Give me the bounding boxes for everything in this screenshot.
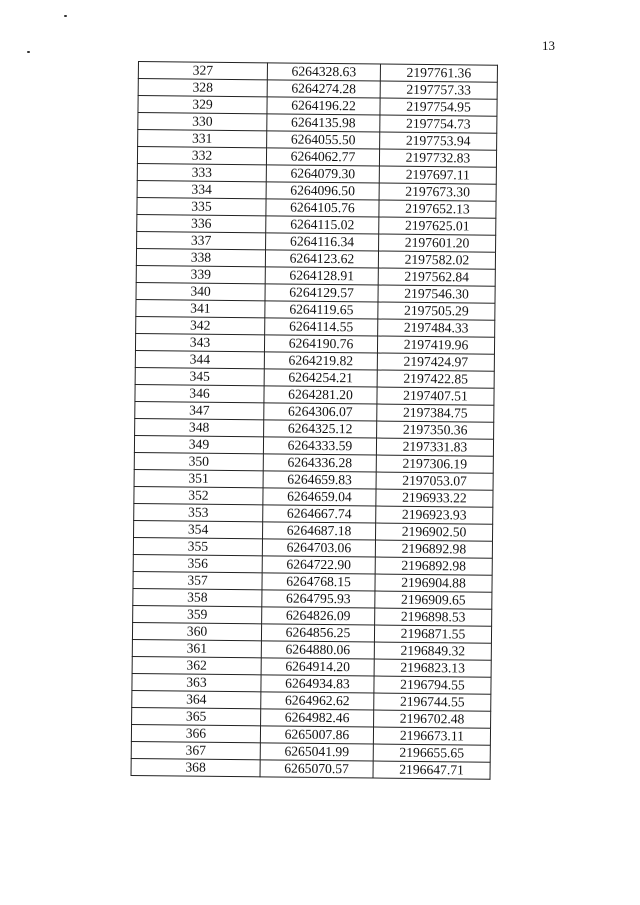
coordinates-table-wrapper	[131, 61, 498, 780]
x-coordinate-cell: 6264667.74	[263, 505, 376, 523]
point-number-cell: 340	[136, 282, 265, 300]
x-coordinate-cell: 6264055.50	[267, 131, 380, 149]
y-coordinate-cell: 2196933.22	[376, 489, 493, 507]
table-row	[131, 758, 490, 779]
x-coordinate-cell: 6264687.18	[263, 522, 376, 540]
y-coordinate-cell: 2197753.94	[380, 132, 497, 150]
scan-speck	[64, 15, 67, 17]
x-coordinate-cell: 6264219.82	[264, 352, 377, 370]
x-coordinate-cell: 6265041.99	[260, 743, 373, 761]
x-coordinate-cell: 6264274.28	[267, 80, 380, 98]
point-number-cell: 359	[133, 605, 262, 623]
y-coordinate-cell: 2196898.53	[375, 608, 492, 626]
x-coordinate-cell: 6264962.62	[261, 692, 374, 710]
x-coordinate-cell: 6264328.63	[267, 63, 380, 81]
point-number-cell: 352	[134, 486, 263, 504]
point-number-cell: 360	[132, 622, 261, 640]
point-number-cell: 327	[138, 62, 267, 80]
x-coordinate-cell: 6264105.76	[266, 199, 379, 217]
y-coordinate-cell: 2197697.11	[379, 166, 496, 184]
scan-speck	[27, 51, 30, 53]
point-number-cell: 339	[136, 265, 265, 283]
x-coordinate-cell: 6264196.22	[267, 97, 380, 115]
y-coordinate-cell: 2196892.98	[375, 557, 492, 575]
y-coordinate-cell: 2197582.02	[378, 251, 495, 269]
x-coordinate-cell: 6264096.50	[266, 182, 379, 200]
point-number-cell: 341	[136, 299, 265, 317]
point-number-cell: 356	[133, 554, 262, 572]
x-coordinate-cell: 6264934.83	[261, 675, 374, 693]
x-coordinate-cell: 6264982.46	[261, 709, 374, 727]
point-number-cell: 358	[133, 588, 262, 606]
x-coordinate-cell: 6264281.20	[264, 386, 377, 404]
y-coordinate-cell: 2197754.73	[380, 115, 497, 133]
y-coordinate-cell: 2197732.83	[379, 149, 496, 167]
point-number-cell: 366	[131, 724, 260, 742]
x-coordinate-cell: 6264722.90	[262, 556, 375, 574]
page-number: 13	[542, 38, 555, 53]
point-number-cell: 362	[132, 656, 261, 674]
y-coordinate-cell: 2196904.88	[375, 574, 492, 592]
x-coordinate-cell: 6264826.09	[262, 607, 375, 625]
x-coordinate-cell: 6264336.28	[263, 454, 376, 472]
point-number-cell: 334	[137, 180, 266, 198]
y-coordinate-cell: 2197484.33	[378, 319, 495, 337]
x-coordinate-cell: 6264703.06	[262, 539, 375, 557]
point-number-cell: 330	[138, 113, 267, 131]
x-coordinate-cell: 6264079.30	[266, 165, 379, 183]
y-coordinate-cell: 2197422.85	[377, 370, 494, 388]
point-number-cell: 348	[135, 418, 264, 436]
point-number-cell: 333	[137, 163, 266, 181]
y-coordinate-cell: 2197505.29	[378, 302, 495, 320]
point-number-cell: 346	[135, 384, 264, 402]
point-number-cell: 345	[135, 367, 264, 385]
x-coordinate-cell: 6264062.77	[266, 148, 379, 166]
point-number-cell: 328	[138, 79, 267, 97]
y-coordinate-cell: 2197601.20	[379, 234, 496, 252]
y-coordinate-cell: 2197625.01	[379, 217, 496, 235]
y-coordinate-cell: 2196849.32	[374, 642, 491, 660]
y-coordinate-cell: 2197652.13	[379, 200, 496, 218]
point-number-cell: 337	[137, 231, 266, 249]
y-coordinate-cell: 2197350.36	[377, 421, 494, 439]
point-number-cell: 353	[134, 503, 263, 521]
y-coordinate-cell: 2196902.50	[375, 523, 492, 541]
y-coordinate-cell: 2197673.30	[379, 183, 496, 201]
y-coordinate-cell: 2196923.93	[376, 506, 493, 524]
point-number-cell: 357	[133, 571, 262, 589]
y-coordinate-cell: 2197754.95	[380, 98, 497, 116]
point-number-cell: 332	[137, 147, 266, 165]
x-coordinate-cell: 6264325.12	[264, 420, 377, 438]
point-number-cell: 335	[137, 197, 266, 215]
point-number-cell: 336	[137, 214, 266, 232]
x-coordinate-cell: 6264880.06	[261, 641, 374, 659]
y-coordinate-cell: 2196673.11	[373, 727, 490, 745]
x-coordinate-cell: 6264128.91	[265, 267, 378, 285]
y-coordinate-cell: 2197407.51	[377, 387, 494, 405]
x-coordinate-cell: 6264306.07	[264, 403, 377, 421]
point-number-cell: 342	[136, 316, 265, 334]
x-coordinate-cell: 6265007.86	[260, 726, 373, 744]
point-number-cell: 344	[135, 350, 264, 368]
x-coordinate-cell: 6264914.20	[261, 658, 374, 676]
y-coordinate-cell: 2196744.55	[374, 693, 491, 711]
x-coordinate-cell: 6264254.21	[264, 369, 377, 387]
x-coordinate-cell: 6264659.83	[263, 471, 376, 489]
y-coordinate-cell: 2197306.19	[376, 455, 493, 473]
coordinates-table-body	[131, 62, 497, 780]
x-coordinate-cell: 6264190.76	[264, 335, 377, 353]
point-number-cell: 331	[138, 130, 267, 148]
point-number-cell: 329	[138, 96, 267, 114]
x-coordinate-cell: 6264659.04	[263, 488, 376, 506]
point-number-cell: 347	[135, 401, 264, 419]
x-coordinate-cell: 6264115.02	[266, 216, 379, 234]
y-coordinate-cell: 2196871.55	[374, 625, 491, 643]
x-coordinate-cell: 6264795.93	[262, 590, 375, 608]
point-number-cell: 355	[133, 537, 262, 555]
y-coordinate-cell: 2197331.83	[376, 438, 493, 456]
x-coordinate-cell: 6264119.65	[265, 301, 378, 319]
point-number-cell: 361	[132, 639, 261, 657]
x-coordinate-cell: 6264333.59	[263, 437, 376, 455]
y-coordinate-cell: 2196647.71	[373, 761, 490, 779]
x-coordinate-cell: 6265070.57	[260, 760, 373, 778]
x-coordinate-cell: 6264114.55	[265, 318, 378, 336]
point-number-cell: 351	[134, 469, 263, 487]
y-coordinate-cell: 2197757.33	[380, 81, 497, 99]
y-coordinate-cell: 2196702.48	[374, 710, 491, 728]
y-coordinate-cell: 2197384.75	[377, 404, 494, 422]
y-coordinate-cell: 2196823.13	[374, 659, 491, 677]
point-number-cell: 354	[134, 520, 263, 538]
y-coordinate-cell: 2197761.36	[380, 64, 497, 82]
coordinates-table	[131, 61, 498, 780]
point-number-cell: 365	[132, 707, 261, 725]
y-coordinate-cell: 2197419.96	[377, 336, 494, 354]
x-coordinate-cell: 6264116.34	[266, 233, 379, 251]
y-coordinate-cell: 2197546.30	[378, 285, 495, 303]
y-coordinate-cell: 2196794.55	[374, 676, 491, 694]
y-coordinate-cell: 2197053.07	[376, 472, 493, 490]
point-number-cell: 350	[134, 452, 263, 470]
x-coordinate-cell: 6264129.57	[265, 284, 378, 302]
y-coordinate-cell: 2197562.84	[378, 268, 495, 286]
point-number-cell: 367	[131, 741, 260, 759]
x-coordinate-cell: 6264135.98	[267, 114, 380, 132]
point-number-cell: 363	[132, 673, 261, 691]
x-coordinate-cell: 6264856.25	[261, 624, 374, 642]
point-number-cell: 368	[131, 758, 260, 776]
x-coordinate-cell: 6264123.62	[265, 250, 378, 268]
point-number-cell: 338	[136, 248, 265, 266]
y-coordinate-cell: 2197424.97	[377, 353, 494, 371]
y-coordinate-cell: 2196892.98	[375, 540, 492, 558]
x-coordinate-cell: 6264768.15	[262, 573, 375, 591]
point-number-cell: 364	[132, 690, 261, 708]
point-number-cell: 349	[134, 435, 263, 453]
point-number-cell: 343	[135, 333, 264, 351]
y-coordinate-cell: 2196655.65	[373, 744, 490, 762]
y-coordinate-cell: 2196909.65	[375, 591, 492, 609]
